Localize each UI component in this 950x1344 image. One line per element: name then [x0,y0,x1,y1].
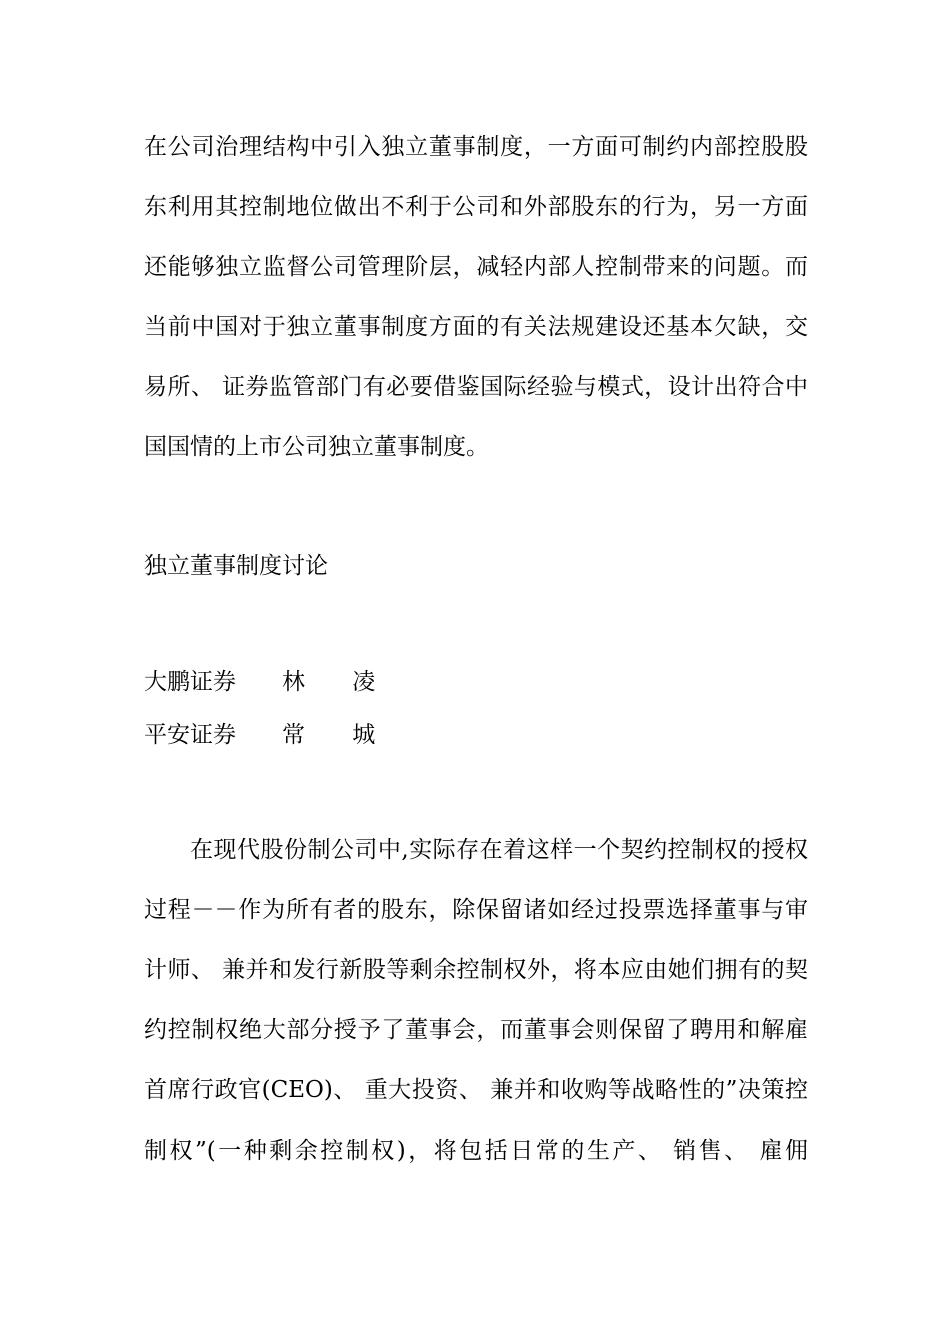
author-name: 林 凌 [282,669,396,695]
author-org: 大鹏证券 [144,669,236,695]
author-row-1 [144,667,395,697]
author-row-2 [144,720,395,750]
author-org: 平安证券 [144,722,236,748]
paragraph-2-line-1: 在现代股份制公司中,实际存在着这样一个契约控制权的授权 [190,837,808,863]
paragraph-1-line-4: 当前中国对于独立董事制度方面的有关法规建设还基本欠缺，交 [144,314,808,340]
paragraph-2-line-5: 首席行政官(CEO)、 重大投资、 兼并和收购等战略性的”决策控 [144,1077,808,1103]
section-title: 独立董事制度讨论 [144,553,328,579]
paragraph-1-line-1: 在公司治理结构中引入独立董事制度，一方面可制约内部控股股 [144,134,808,160]
paragraph-2-line-3: 计师、 兼并和发行新股等剩余控制权外，将本应由她们拥有的契 [144,957,808,983]
author-name: 常 城 [282,722,396,748]
paragraph-1-line-6: 国国情的上市公司独立董事制度。 [144,434,489,460]
paragraph-2-line-2: 过程－－作为所有者的股东，除保留诸如经过投票选择董事与审 [144,897,808,923]
paragraph-1-line-5: 易所、 证券监管部门有必要借鉴国际经验与模式，设计出符合中 [144,374,808,400]
paragraph-1-line-3: 还能够独立监督公司管理阶层，减轻内部人控制带来的问题。而 [144,254,808,280]
paragraph-2-line-4: 约控制权绝大部分授予了董事会，而董事会则保留了聘用和解雇 [144,1017,808,1043]
paragraph-1-line-2: 东利用其控制地位做出不利于公司和外部股东的行为，另一方面 [144,194,808,220]
paragraph-2-line-6: 制权”(一种剩余控制权)，将包括日常的生产、 销售、 雇佣 [144,1138,808,1164]
